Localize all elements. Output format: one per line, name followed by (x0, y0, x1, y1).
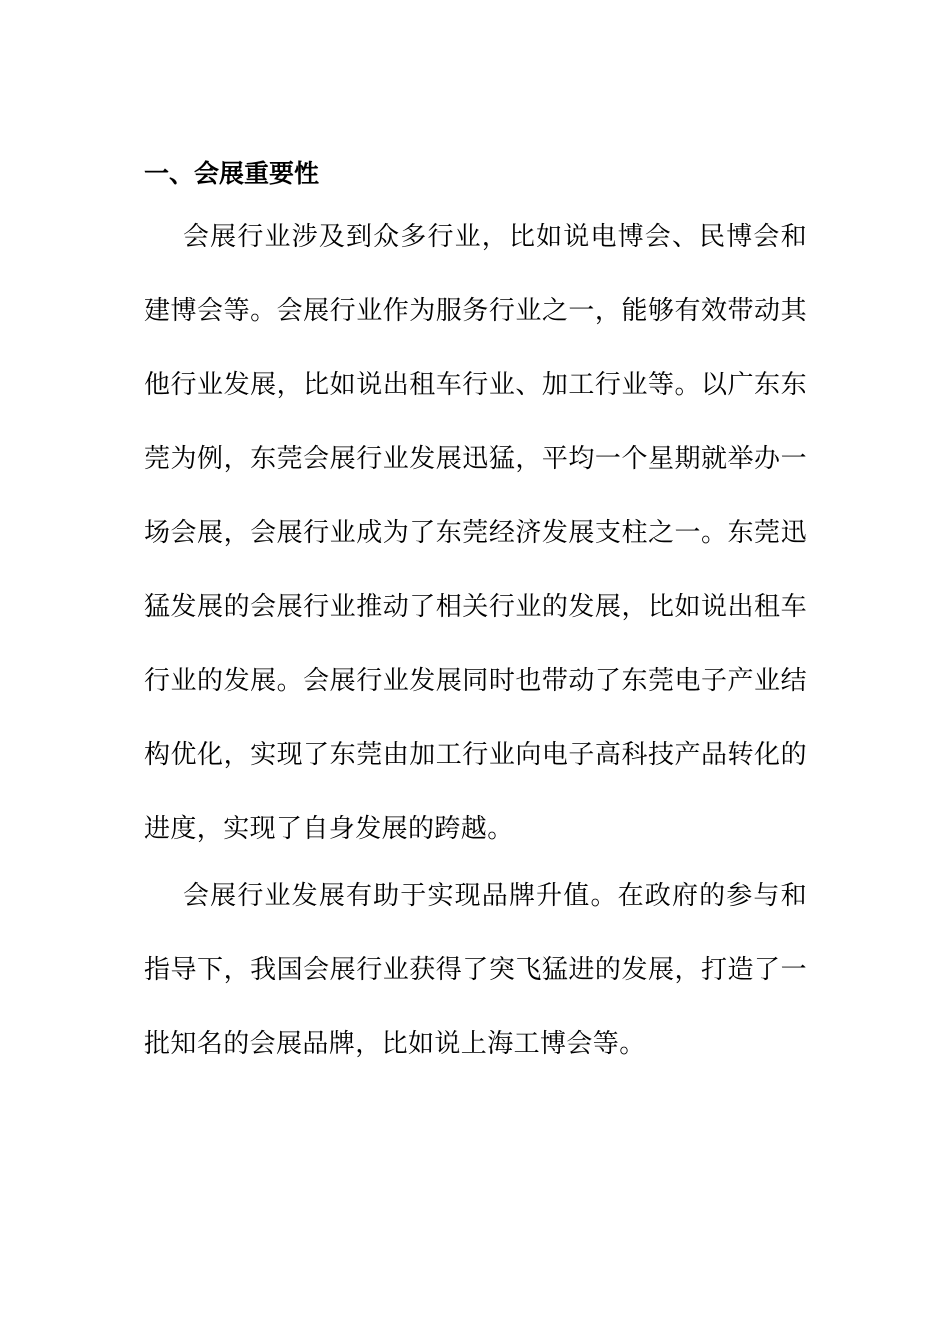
paragraph-2: 会展行业发展有助于实现品牌升值。在政府的参与和指导下，我国会展行业获得了突飞猛进的发展，打造了一批知名的会展品牌，比如说上海工博会等。 (144, 881, 807, 1059)
paragraph-1: 会展行业涉及到众多行业，比如说电博会、民博会和建博会等。会展行业作为服务行业之一，能够有效带动其他行业发展，比如说出租车行业、加工行业等。以广东东莞为例，东莞会展行业发展迅猛，平均一个星期就举办一场会展，会展行业成为了东莞经济发展支柱之一。东莞迅猛发展的会展行业推动了相关行业的发展，比如说出租车行业的发展。会展行业发展同时也带动了东莞电子产业结构优化，实现了东莞由加工行业向电子高科技产品转化的进度，实现了自身发展的跨越。 (144, 222, 807, 844)
section-heading: 一、会展重要性 (144, 159, 320, 188)
